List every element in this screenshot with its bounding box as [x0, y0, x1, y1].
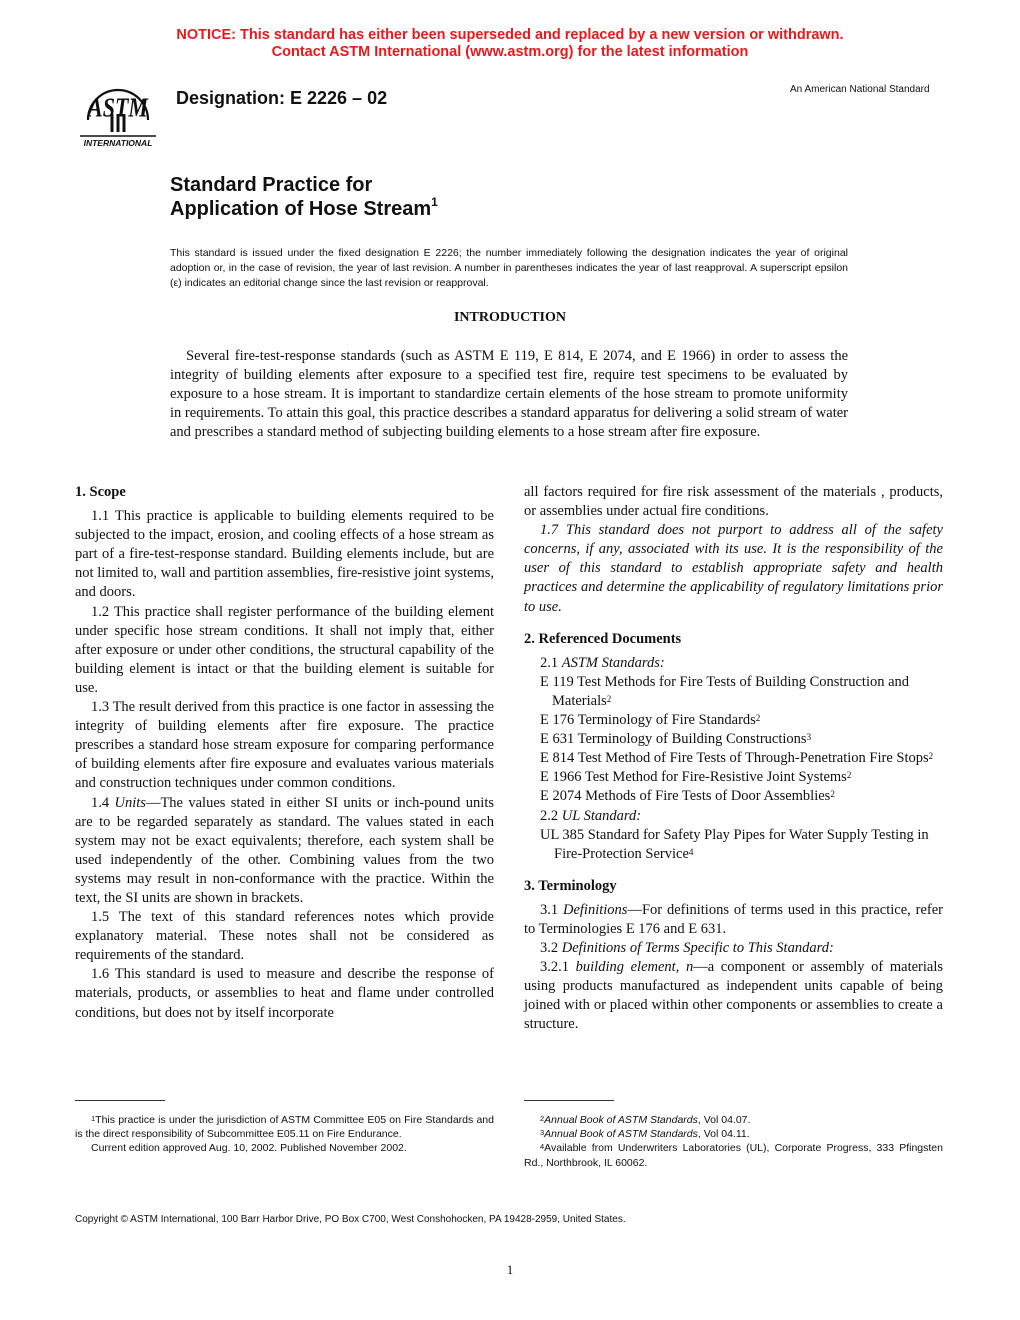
section-1-7-text: 1.7 This standard does not purport to address all of the safety concerns, if any, associated with its use. It is the responsibility of the user of this standard to establish appropriate safety and health practices and determine the applicability of regulatory limitations prior to use.: [524, 522, 943, 615]
reference-text: E 1966 Test Method for Fire-Resistive Joint Systems: [540, 769, 847, 786]
section-1-1: 1.1 This practice is applicable to building elements required to be subjected to the impact, erosion, and cooling effects of a hose stream as part of a fire-test-response standard. Building elements include, but are not limited to, wall and partition assemblies, fire-resistive joint systems, and doors.: [75, 508, 494, 601]
scope-heading: 1. Scope: [75, 484, 126, 500]
footnote-book-title: Annual Book of ASTM Standards: [544, 1114, 698, 1126]
footnote-mark: 2: [755, 713, 761, 724]
footnote-volume: , Vol 04.11.: [697, 1128, 750, 1141]
section-3-2-1: [524, 958, 943, 1034]
section-1-6-continued: all factors required for fire risk assessment of the materials , products, or assemblies under actual fire conditions.: [524, 484, 943, 520]
reference-text: E 119 Test Methods for Fire Tests of Building Construction and Materials: [540, 673, 910, 709]
referenced-documents-heading: 2. Referenced Documents: [524, 630, 682, 647]
page-number: 1: [506, 1262, 514, 1277]
footnote-mark: 4: [540, 1142, 545, 1152]
reference-text: E 631 Terminology of Building Constructions: [540, 731, 807, 748]
reference-e119: [524, 673, 943, 711]
section-1-6: 1.6 This standard is used to measure and describe the response of materials, products, or assemblies to heat and flame under controlled conditions, but does not by itself incorporate: [75, 966, 494, 1021]
footnote-mark: 4: [688, 846, 694, 857]
footnote-2: [524, 1113, 943, 1127]
reference-e1966: [524, 768, 943, 787]
section-label: ASTM Standards:: [561, 654, 665, 671]
section-1-7: [524, 521, 943, 616]
section-number: 2.2: [540, 807, 562, 824]
footnote-book-title: Annual Book of ASTM Standards: [544, 1128, 698, 1141]
section-1-2: 1.2 This practice shall register performance of the building element under specific hose stream conditions. It shall not imply that, either after exposure or under other conditions, the structural capability of the building element is intact or that the building element is suitable for use.: [75, 603, 494, 696]
reference-text: E 176 Terminology of Fire Standards: [540, 712, 756, 729]
footnote-mark: 2: [928, 751, 934, 762]
title-footnote-mark: 1: [431, 195, 438, 209]
section-3-1: [524, 901, 943, 939]
section-number: 2.1: [540, 654, 562, 671]
reference-e176: [524, 711, 943, 730]
footnote-4: [524, 1141, 943, 1169]
reference-e2074: [524, 787, 943, 806]
issued-note: This standard is issued under the fixed designation E 2226; the number immediately following the designation indicates the year of original adoption or, in the case of revision, the year of last revision. A number in parentheses indicates the year of last reapproval. A superscript epsilon (ε) indicates an editorial change since the last revision or reapproval.: [170, 247, 848, 290]
section-2-1: [524, 654, 943, 673]
supersession-notice: [0, 27, 1020, 61]
section-label: UL Standard:: [561, 807, 642, 824]
defined-term: building element: [575, 959, 676, 976]
section-number: 3.2.1: [540, 959, 576, 976]
title-line-2: [170, 195, 438, 221]
terminology-heading: 3. Terminology: [524, 877, 617, 894]
footnote-mark: 3: [806, 732, 812, 743]
reference-text: E 2074 Methods of Fire Tests of Door Assemblies: [540, 788, 831, 805]
section-label: Definitions: [563, 901, 628, 918]
reference-ul385: [524, 826, 943, 864]
section-label: Units: [114, 794, 146, 811]
footnote-3: [524, 1127, 943, 1141]
section-3-2: [524, 939, 943, 958]
footnote-mark: 2: [846, 770, 852, 781]
title-text: Application of Hose Stream: [170, 198, 432, 220]
footnote-1: [75, 1113, 494, 1141]
section-text: —For definitions of terms used in this practice, refer to Terminologies E 176 and E 631.: [524, 901, 943, 937]
section-text: —The values stated in either SI units or inch-pound units are to be regarded separately as standard. The values stated in each system may not be exact equivalents; therefore, each system shall be used independently of the other. Combining values from the two systems may result in non-conformance with the practice. Within the text, the SI units are shown in brackets.: [75, 794, 495, 906]
left-column: [75, 483, 494, 1023]
footnote-text: This practice is under the jurisdiction of ASTM Committee E05 on Fire Standards and is the direct responsibility of Subcommittee E05.11 on Fire Endurance.: [75, 1114, 494, 1141]
separator: ,: [675, 959, 686, 976]
footnote-rule-left: [75, 1100, 165, 1101]
section-2-2: [524, 807, 943, 826]
footnotes-right: [524, 1113, 943, 1170]
right-column: [524, 483, 943, 1035]
national-standard-label: An American National Standard: [790, 84, 930, 95]
logo-letters: ASTM: [88, 93, 148, 124]
section-number: 3.1: [540, 901, 563, 918]
section-1-3: 1.3 The result derived from this practice is one factor in assessing the integrity of building elements after fire exposure. The practice prescribes a standard hose stream exposure for comparing performance of building elements after fire exposure and evaluates various materials and construction techniques under common conditions.: [75, 699, 494, 792]
section-1-5: 1.5 The text of this standard references notes which provide explanatory material. These notes shall not be considered as requirements of the standard.: [75, 909, 494, 964]
section-text: —a component or assembly of materials using products manufactured as independent units capable of being joined with or placed within other components or assemblies to create a structure.: [524, 959, 944, 1033]
footnotes-left: [75, 1113, 494, 1156]
reference-text: UL 385 Standard for Safety Play Pipes for Water Supply Testing in Fire-Protection Service: [540, 826, 929, 862]
reference-text: E 814 Test Method of Fire Tests of Through-Penetration Fire Stops: [540, 750, 929, 767]
footnote-1-edition: Current edition approved Aug. 10, 2002. Published November 2002.: [91, 1142, 407, 1155]
section-1-4: [75, 794, 494, 909]
logo-caption: INTERNATIONAL: [83, 138, 153, 148]
copyright-line: Copyright © ASTM International, 100 Barr Harbor Drive, PO Box C700, West Conshohocken, PA 19428-2959, United States.: [75, 1214, 626, 1225]
introduction-text: Several fire-test-response standards (such as ASTM E 119, E 814, E 2074, and E 1966) in order to assess the integrity of building elements after exposure to a specified test fire, require test specimens to be evaluated by exposure to a hose stream. It is important to standardize certain elements of the hose stream to promote uniformity in requirements. To attain this goal, this practice describes a standard apparatus for delivering a solid stream of water and prescribes a standard method of subjecting building elements to a hose stream after fire exposure.: [170, 348, 848, 441]
footnote-text: Available from Underwriters Laboratories (UL), Corporate Progress, 333 Pfingsten Rd., Northbrook, IL 60062.: [524, 1142, 943, 1169]
footnote-mark: 3: [540, 1128, 545, 1138]
section-number: 3.2: [540, 940, 562, 957]
section-number: 1.4: [91, 794, 115, 811]
reference-e814: [524, 749, 943, 768]
reference-e631: [524, 730, 943, 749]
notice-line-1: NOTICE: This standard has either been superseded and replaced by a new version or withdrawn.: [176, 27, 844, 43]
footnote-volume: , Vol 04.07.: [697, 1114, 751, 1126]
footnote-mark: 2: [540, 1114, 545, 1123]
notice-line-2: Contact ASTM International (www.astm.org) for the latest information: [271, 44, 749, 60]
footnote-rule-right: [524, 1100, 614, 1101]
section-label: Definitions of Terms Specific to This Standard:: [561, 940, 834, 957]
title-line-1: Standard Practice for: [170, 174, 373, 196]
part-of-speech: n: [685, 959, 694, 976]
footnote-mark: 1: [91, 1114, 96, 1123]
designation: Designation: E 2226 – 02: [176, 88, 388, 108]
footnote-mark: 2: [606, 693, 612, 704]
astm-logo: [74, 74, 162, 150]
footnote-mark: 2: [830, 789, 835, 800]
introduction-heading: INTRODUCTION: [453, 310, 566, 325]
